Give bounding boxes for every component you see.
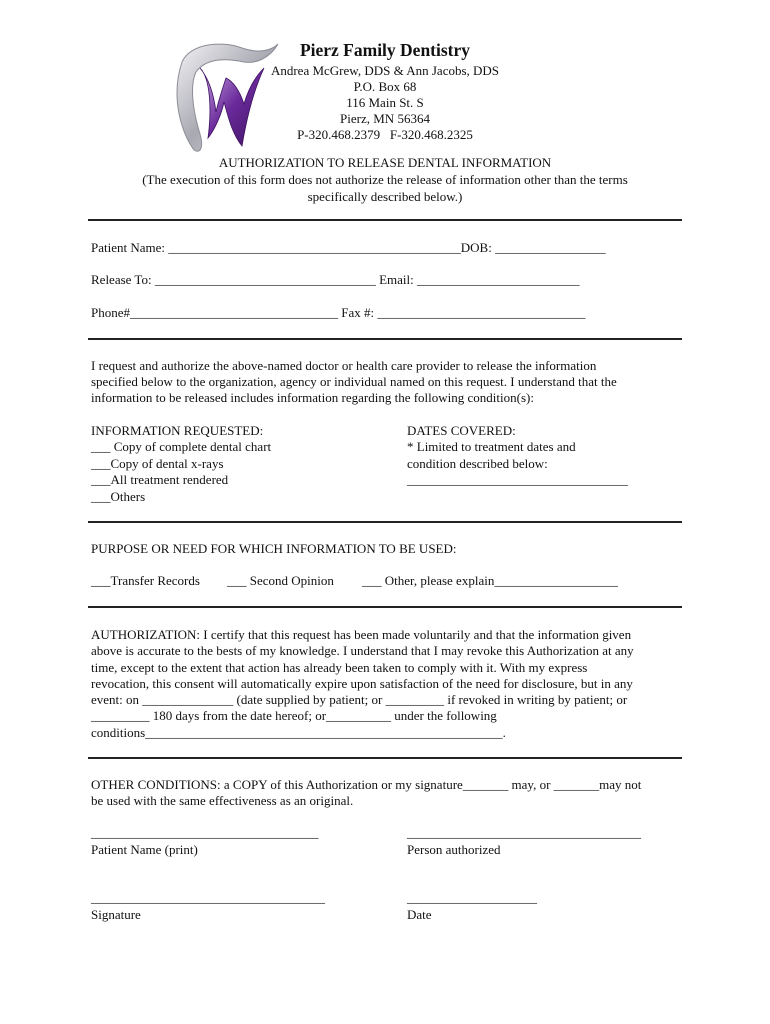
phone-fax-field[interactable]: Phone#________________________________ Fax #: ________________________________ xyxy=(91,305,586,320)
authorization-line: AUTHORIZATION: I certify that this request has been made voluntarily and that the information given xyxy=(91,627,632,642)
request-paragraph-line: information to be released includes information regarding the following condition(s): xyxy=(91,390,534,405)
city-line: Pierz, MN 56364 xyxy=(340,111,430,126)
info-item-others[interactable]: ___Others xyxy=(91,489,146,504)
divider xyxy=(88,338,682,340)
signature-line[interactable]: ____________________________________ xyxy=(91,890,325,905)
practice-name: Pierz Family Dentistry xyxy=(299,40,471,60)
divider xyxy=(88,757,682,759)
divider xyxy=(88,521,682,523)
authorization-conditions-field[interactable]: conditions_______________________________________________________. xyxy=(91,725,506,740)
other-conditions-line[interactable]: OTHER CONDITIONS: a COPY of this Authorization or my signature_______ may, or _______may not xyxy=(91,777,642,792)
info-item-xrays[interactable]: ___Copy of dental x-rays xyxy=(91,456,224,471)
authorization-line: revocation, this consent will automatically expire upon satisfaction of the need for disclosure, but in any xyxy=(91,676,633,691)
form-subtitle-1: (The execution of this form does not authorize the release of information other than the terms xyxy=(142,172,628,187)
po-box-line: P.O. Box 68 xyxy=(353,79,417,94)
dates-covered-note: * Limited to treatment dates and xyxy=(407,439,576,454)
other-conditions-line: be used with the same effectiveness as an original. xyxy=(91,793,354,808)
purpose-heading: PURPOSE OR NEED FOR WHICH INFORMATION TO BE USED: xyxy=(91,541,457,556)
doctors-line: Andrea McGrew, DDS & Ann Jacobs, DDS xyxy=(270,63,500,78)
person-authorized-label: Person authorized xyxy=(407,842,501,857)
dates-covered-note: condition described below: xyxy=(407,456,548,471)
release-to-email-field[interactable]: Release To: __________________________________ Email: _________________________ xyxy=(91,272,580,287)
dates-covered-heading: DATES COVERED: xyxy=(407,423,516,438)
dates-covered-field[interactable]: __________________________________ xyxy=(407,472,628,487)
request-paragraph-line: I request and authorize the above-named doctor or health care provider to release the information xyxy=(91,358,597,373)
phone-fax-line: P-320.468.2379 F-320.468.2325 xyxy=(297,127,473,142)
form-title: AUTHORIZATION TO RELEASE DENTAL INFORMATION xyxy=(218,155,552,170)
signature-label: Signature xyxy=(91,907,141,922)
authorization-period-fields[interactable]: _________ 180 days from the date hereof; or__________ under the following xyxy=(91,708,497,723)
authorization-line: above is accurate to the bests of my knowledge. I understand that I may revoke this Authorization at any xyxy=(91,643,634,658)
patient-name-print-label: Patient Name (print) xyxy=(91,842,198,857)
authorization-date-fields[interactable]: event: on ______________ (date supplied by patient; or _________ if revoked in writing by patient; or xyxy=(91,692,628,707)
info-item-treatment[interactable]: ___All treatment rendered xyxy=(91,472,229,487)
request-paragraph-line: specified below to the organization, agency or individual named on this request. I understand that the xyxy=(91,374,617,389)
purpose-transfer-records[interactable]: ___Transfer Records xyxy=(91,573,200,588)
divider xyxy=(88,219,682,221)
info-requested-heading: INFORMATION REQUESTED: xyxy=(91,423,264,438)
patient-name-print-line[interactable]: ___________________________________ xyxy=(91,825,319,840)
form-subtitle-2: specifically described below.) xyxy=(307,189,463,204)
patient-name-dob-field[interactable]: Patient Name: _____________________________________________DOB: _________________ xyxy=(91,240,606,255)
purpose-other[interactable]: ___ Other, please explain___________________ xyxy=(362,573,618,588)
date-line[interactable]: ____________________ xyxy=(407,890,537,905)
person-authorized-line[interactable]: ____________________________________ xyxy=(407,825,641,840)
authorization-line: time, except to the extent that action has already been taken to comply with it. With my express xyxy=(91,660,588,675)
date-label: Date xyxy=(407,907,432,922)
purpose-second-opinion[interactable]: ___ Second Opinion xyxy=(227,573,334,588)
divider xyxy=(88,606,682,608)
street-line: 116 Main St. S xyxy=(346,95,424,110)
info-item-dental-chart[interactable]: ___ Copy of complete dental chart xyxy=(91,439,272,454)
